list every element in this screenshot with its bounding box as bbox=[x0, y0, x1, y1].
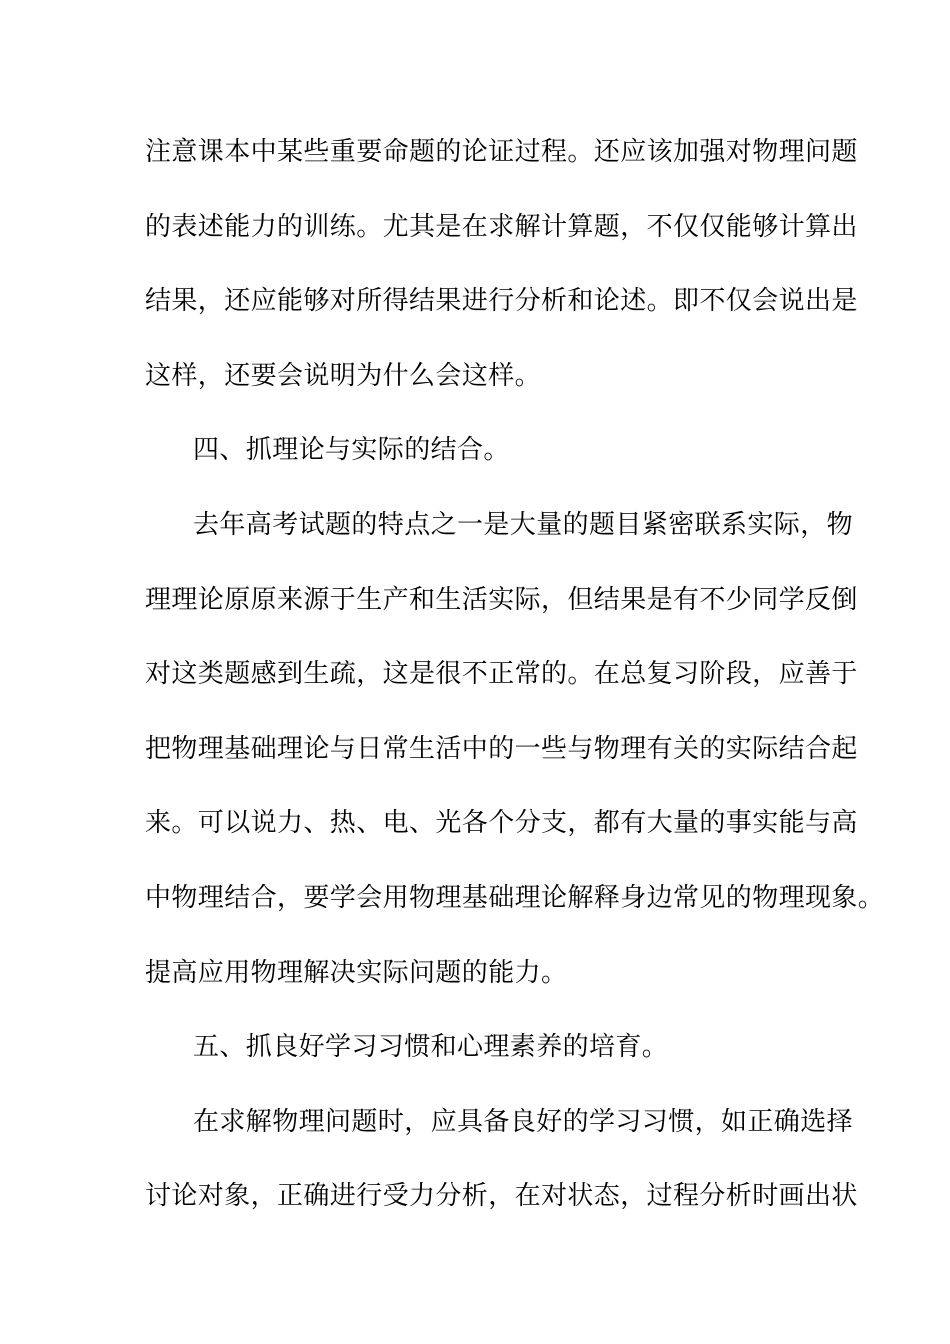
text-line: 对这类题感到生疏，这是很不正常的。在总复习阶段，应善于 bbox=[145, 659, 858, 690]
text-line: 理理论原原来源于生产和生活实际，但结果是有不少同学反倒 bbox=[145, 584, 858, 615]
text-line: 结果，还应能够对所得结果进行分析和论述。即不仅会说出是 bbox=[145, 286, 858, 317]
body-text bbox=[145, 126, 885, 1245]
section-heading: 四、抓理论与实际的结合。 bbox=[193, 435, 510, 466]
text-line: 在求解物理问题时，应具备良好的学习习惯，如正确选择 bbox=[193, 1106, 854, 1137]
text-line: 来。可以说力、热、电、光各个分支，都有大量的事实能与高 bbox=[145, 808, 858, 839]
text-line: 的表述能力的训练。尤其是在求解计算题，不仅仅能够计算出 bbox=[145, 211, 858, 242]
text-line: 讨论对象，正确进行受力分析，在对状态，过程分析时画出状 bbox=[145, 1181, 858, 1212]
text-line: 这样，还要会说明为什么会这样。 bbox=[145, 360, 542, 391]
text-line: 中物理结合，要学会用物理基础理论解释身边常见的物理现象。 bbox=[145, 882, 885, 913]
text-line: 去年高考试题的特点之一是大量的题目紧密联系实际，物 bbox=[193, 509, 854, 540]
text-line: 提高应用物理解决实际问题的能力。 bbox=[145, 957, 568, 988]
text-line: 注意课本中某些重要命题的论证过程。还应该加强对物理问题 bbox=[145, 137, 858, 167]
text-line: 把物理基础理论与日常生活中的一些与物理有关的实际结合起 bbox=[145, 733, 858, 764]
section-heading: 五、抓良好学习习惯和心理素养的培育。 bbox=[193, 1032, 669, 1063]
